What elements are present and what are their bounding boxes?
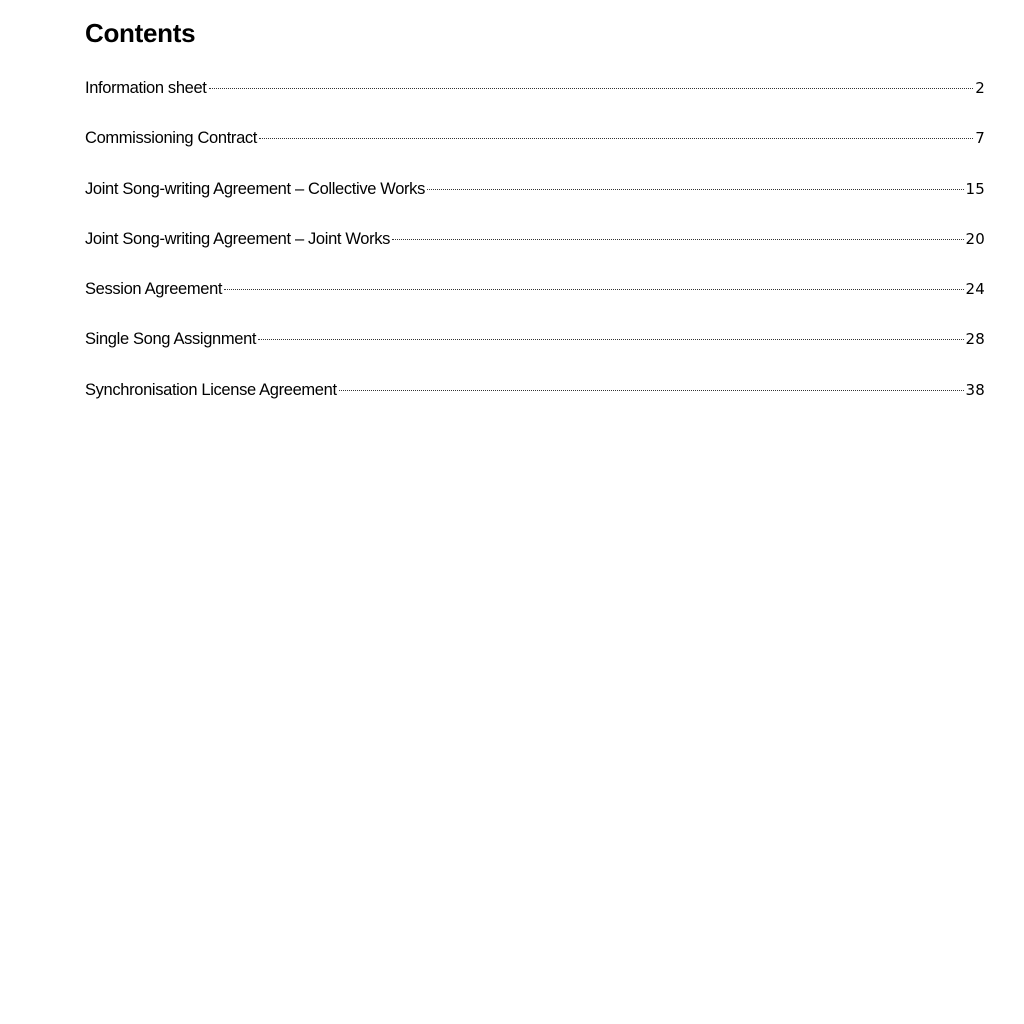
dot-leader xyxy=(339,390,964,391)
table-of-contents xyxy=(85,76,985,428)
dot-leader xyxy=(224,289,963,290)
toc-entry-joint-song-writing-collective-works[interactable] xyxy=(85,177,985,201)
dot-leader xyxy=(258,339,963,340)
toc-entry-title: Commissioning Contract xyxy=(85,129,258,148)
toc-entry-page-number: 28 xyxy=(965,330,985,349)
toc-entry-session-agreement[interactable] xyxy=(85,277,985,301)
toc-entry-page-number: 24 xyxy=(965,280,985,299)
toc-entry-title: Single Song Assignment xyxy=(85,330,257,349)
toc-entry-title: Information sheet xyxy=(85,79,207,97)
dot-leader xyxy=(209,88,974,89)
toc-entry-page-number: 20 xyxy=(965,229,985,248)
toc-entry-joint-song-writing-joint-works[interactable] xyxy=(85,227,985,251)
toc-entry-synchronisation-license-agreement[interactable] xyxy=(85,378,985,402)
toc-entry-commissioning-contract[interactable] xyxy=(85,126,985,150)
toc-entry-title: Joint Song-writing Agreement – Joint Works xyxy=(85,229,391,248)
toc-entry-information-sheet[interactable] xyxy=(85,76,985,100)
toc-entry-title: Session Agreement xyxy=(85,280,223,299)
toc-entry-title: Joint Song-writing Agreement – Collective Works xyxy=(85,179,425,198)
dot-leader xyxy=(259,138,973,139)
dot-leader xyxy=(392,239,963,240)
dot-leader xyxy=(427,189,964,190)
toc-entry-page-number: 15 xyxy=(965,179,985,198)
toc-entry-single-song-assignment[interactable] xyxy=(85,327,985,351)
toc-entry-page-number: 2 xyxy=(975,79,985,97)
toc-entry-title: Synchronisation License Agreement xyxy=(85,380,337,399)
toc-entry-page-number: 38 xyxy=(965,380,985,399)
toc-entry-page-number: 7 xyxy=(975,129,985,148)
contents-heading: Contents xyxy=(85,18,196,48)
